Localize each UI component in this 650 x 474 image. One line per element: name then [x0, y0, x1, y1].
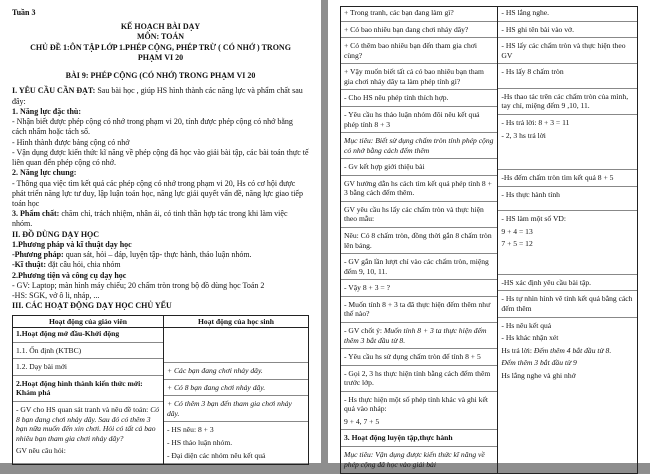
gv-conclusion-lead: - GV chốt ý:: [344, 325, 384, 335]
activity-3-heading: 3. Hoạt động luyện tập,thực hành: [344, 433, 453, 443]
gv-item: Nêu: Có 8 chấm tròn, đồng thời gắn 8 chấm tròn lên bảng.: [344, 231, 492, 250]
hs-item: - HS ghi tên bài vào vở.: [501, 24, 574, 34]
hs-item: - Hs tự nhìn hình vẽ tính kết quả bằng cách đếm thêm: [501, 294, 633, 313]
gv-objective: Mục tiêu: Biết sử dụng chấm tròn tính phép cộng có nhớ bằng cách đếm thêm: [344, 136, 494, 155]
sub3-text: chăm chỉ, trách nhiệm, nhân ái, có tinh thần hợp tác trong khi làm việc nhóm.: [12, 209, 288, 229]
teacher-cell: [341, 7, 498, 474]
section-2-sub-2: 2.Phương tiện và công cụ dạy học: [12, 270, 127, 280]
sub-3: [12, 209, 309, 229]
table-row: [13, 328, 309, 465]
hs-item: - HS lắng nghe.: [501, 8, 550, 17]
gv-item: + Trong tranh, các bạn đang làm gì?: [344, 8, 454, 17]
activity-table-continued: [340, 6, 638, 474]
hs-answer: [501, 346, 634, 356]
sub1-item: - Nhận biết được phép cộng có nhớ trong phạm vi 20, tính được phép cộng có nhớ bằng cách nhẩm hoặc tách số.: [12, 117, 293, 137]
teacher-cell: [13, 328, 164, 465]
gv-item: - Gv kết hợp giới thiệu bài: [344, 162, 425, 172]
document-page-right: [328, 0, 650, 469]
gv-item: - Muốn tính 8 + 3 ta đã thực hiện đếm thêm như thế nào?: [344, 299, 491, 319]
gv-item: GV yêu cầu hs lấy các chấm tròn và thực hiện theo mẫu:: [344, 204, 484, 224]
hs-item: - HS nêu: 8 + 3: [166, 425, 214, 435]
sub-heading-1: 1. Năng lực đặc thù:: [12, 106, 82, 116]
hs-item: 7 + 5 = 12: [501, 239, 533, 249]
technique-label: -Kĩ thuật:: [12, 260, 46, 270]
gv-item: 9 + 4, 7 + 5: [344, 416, 380, 426]
section-3-heading: III. CÁC HOẠT ĐỘNG DẠY HỌC CHỦ YẾU: [12, 301, 172, 311]
gv-item: - Cho HS nêu phép tính thích hợp.: [344, 93, 449, 103]
topic-line-1: CHỦ ĐỀ 1:ÔN TẬP LỚP 1.PHÉP CỘNG, PHÉP TRỪ ( CÓ NHỚ ) TRONG: [30, 42, 291, 52]
activity-1-2: 1.2. Dạy bài mới: [16, 362, 68, 372]
hs-item: Hs lắng nghe và ghi nhớ: [501, 370, 576, 380]
gv-item: + Vậy muốn biết tất cả có bao nhiêu bạn tham gia chơi nhảy dây ta làm phép tính gì?: [344, 67, 484, 86]
gv-item: + Có thêm bao nhiêu bạn đến tham gia chơi cùng?: [344, 41, 477, 60]
hs-item: - HS lấy các chấm tròn và thực hiện theo GV: [501, 41, 626, 60]
sub1-item: - Vận dụng được kiến thức kĩ năng về phép cộng đã học vào giải bài tập, các bài toán thực tế liên quan đến phép cộng có nhớ.: [12, 147, 309, 168]
table-header-row: [13, 315, 309, 328]
method-line: [12, 250, 309, 260]
sub1-item: - Hình thành được bảng cộng có nhớ: [12, 137, 130, 147]
hs-answer-lead: Hs trả lời:: [501, 345, 534, 355]
week-label: Tuần 3: [12, 8, 36, 17]
col-header-student: Hoạt động của học sinh: [163, 315, 308, 328]
hs-item: - HS thảo luận nhóm.: [166, 437, 233, 447]
section-2-heading: II. ĐỒ DÙNG DẠY HỌC: [12, 229, 100, 239]
gv-item: - Gọi 2, 3 hs thực hiện tính bằng cách đếm thêm trước lớp.: [344, 368, 491, 388]
lesson-title: BÀI 9: PHÉP CỘNG (CÓ NHỚ) TRONG PHẠM VI 20: [65, 71, 256, 81]
hs-answer-2: Đếm thêm 3 bắt đầu từ 9: [501, 358, 577, 368]
hs-item: - Hs khác nhận xét: [501, 333, 559, 343]
gv-question: GV nêu câu hỏi:: [16, 446, 66, 456]
gv-item: + Có bao nhiêu bạn đang chơi nhảy dây?: [344, 24, 469, 34]
sub2-text: - Thông qua việc tìm kết quả các phép cộng có nhớ trong phạm vi 20, Hs có cơ hội được phát triển năng lực tư duy, lập luận toán học, năng lực giải quyết vấn đề, năng lực giao tiếp toán học: [12, 178, 303, 208]
method-label: -Phương pháp:: [12, 250, 64, 260]
hs-item: - 2, 3 hs trả lời: [501, 130, 546, 140]
gv-item: - Yêu cầu hs sử dụng chấm tròn để tính 8 + 5: [344, 352, 481, 362]
method-text: quan sát, hỏi – đáp, luyện tập- thực hành, thảo luận nhóm.: [63, 250, 252, 260]
activity-table: [12, 315, 309, 466]
gv-problem: [16, 405, 160, 443]
topic-line-2: PHẠM VI 20: [137, 52, 184, 62]
section-1-heading: I. YÊU CẦU CẦN ĐẠT:: [12, 86, 96, 96]
table-row: [341, 7, 638, 474]
tool-item: -HS: SGK, vở ô li, nháp, ...: [12, 291, 100, 301]
section-2-sub-1: 1.Phương pháp và kĩ thuật dạy học: [12, 239, 132, 249]
document-page-left: [0, 0, 321, 463]
activity-2-heading: 2.Hoạt động hình thành kiến thức mới: Khám phá: [16, 378, 143, 398]
gv-item: - GV gắn lần lượt chỉ vào các chấm tròn, miệng đếm 9, 10, 11.: [344, 257, 489, 276]
hs-item: -HS xác định yêu cầu bài tập.: [501, 277, 592, 287]
gv-problem-lead: - GV cho HS quan sát tranh và nêu đề toán:: [16, 404, 151, 414]
hs-item: - Hs thực hành tính: [501, 189, 560, 199]
hs-item: + Có thêm 3 bạn đến tham gia chơi nhảy dây.: [166, 399, 292, 418]
gv-item: - Vậy 8 + 3 = ?: [344, 283, 390, 293]
sub-heading-2: 2. Năng lực chung:: [12, 168, 77, 178]
hs-answer-1: Đếm thêm 4 bắt đầu từ 8.: [533, 345, 612, 355]
hs-item: -Hs thao tác trên các chấm tròn của mình, tay chỉ, miệng đếm 9 ,10, 11.: [501, 91, 629, 111]
gv-conclusion-text: Muốn tính 8 + 3 ta thực hiện đếm thêm 3 bắt đầu từ 8.: [344, 325, 487, 345]
activity-1-heading: 1.Hoạt động mở đầu-Khởi động: [16, 329, 120, 339]
gv-conclusion: [344, 326, 494, 345]
hs-item: - HS làm một số VD:: [501, 214, 567, 224]
hs-item: - Hs lấy 8 chấm tròn: [501, 67, 564, 77]
col-header-teacher: Hoạt động của giáo viên: [13, 315, 164, 328]
gv-problem-text: Có 8 bạn đang chơi nhảy dây. Sau đó có thêm 3 bạn nữa muốn đến xin chơi. Hỏi có tất cả bao nhiêu bạn tham gia chơi nhảy dây?: [16, 404, 160, 443]
student-cell: [163, 328, 308, 465]
hs-item: + Có 8 bạn đang chơi nhảy dây.: [166, 382, 266, 392]
hs-item: - Đại diện các nhóm nêu kết quả: [166, 450, 266, 460]
activity-1-1: 1.1. Ổn định (KTBC): [16, 345, 82, 355]
gv-item: GV hướng dẫn hs cách tìm kết quả phép tính 8 + 3 bằng cách đếm thêm.: [344, 178, 492, 198]
section-1: [12, 86, 309, 106]
hs-item: - Hs trả lời: 8 + 3 = 11: [501, 117, 570, 127]
tool-item: - GV: Laptop; màn hình máy chiếu; 20 chấm tròn trong bộ đồ dùng học Toán 2: [12, 280, 265, 290]
sub3-label: 3. Phẩm chất:: [12, 209, 60, 219]
gv-objective: Mục tiêu: Vận dụng được kiến thức kĩ năng về phép cộng đã học vào giải bài: [344, 450, 485, 469]
plan-title: KẾ HOẠCH BÀI DẠY: [120, 22, 201, 32]
hs-item: -Hs đếm chấm tròn tìm kết quả 8 + 5: [501, 173, 614, 183]
hs-item: 9 + 4 = 13: [501, 226, 533, 236]
student-cell: [498, 7, 638, 474]
subject-title: MÔN: TOÁN: [136, 32, 185, 42]
gv-item: - Hs thực hiện một số phép tính khác và ghi kết quả vào nháp:: [344, 394, 488, 414]
gv-item: - Yêu cầu hs thảo luận nhóm đôi nêu kết quả phép tính 8 + 3: [344, 109, 480, 129]
technique-text: đặt câu hỏi, chia nhóm: [46, 260, 121, 270]
hs-item: + Các bạn đang chơi nhảy dây.: [166, 366, 263, 376]
section-1-text: Sau bài học , giúp HS hình thành các năng lực và phẩm chất sau đây:: [12, 86, 303, 106]
hs-item: - Hs nêu kết quả: [501, 320, 552, 330]
technique-line: [12, 260, 309, 270]
